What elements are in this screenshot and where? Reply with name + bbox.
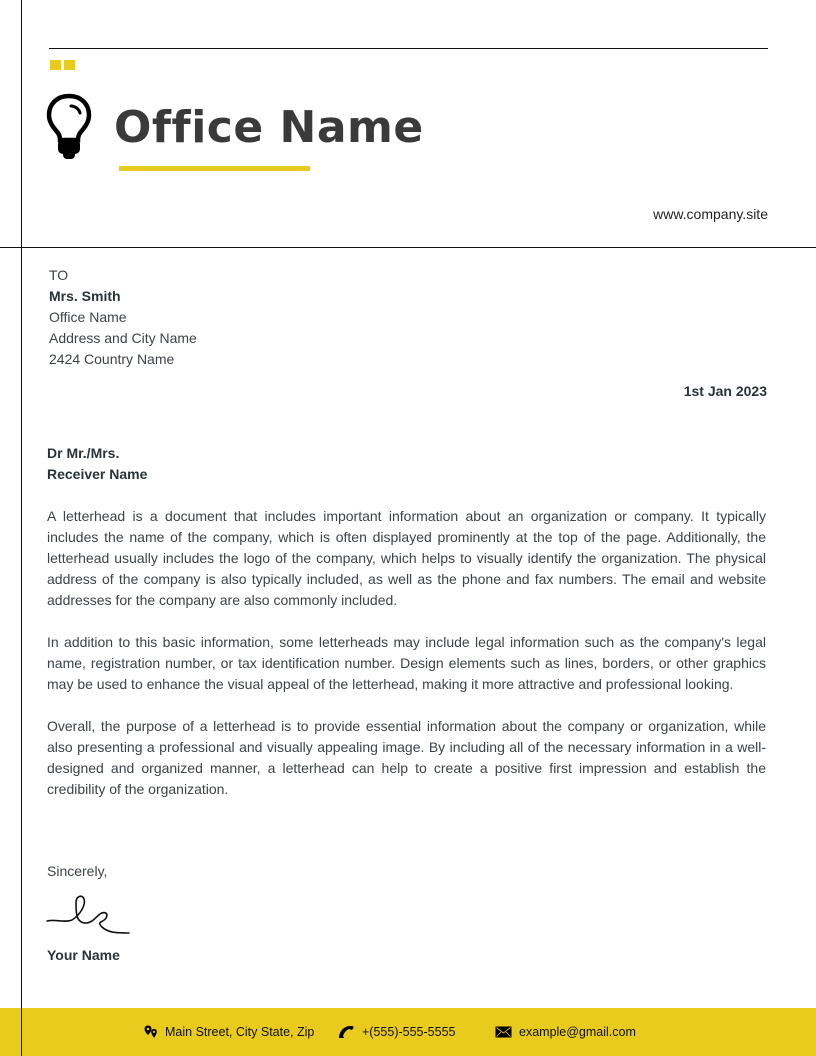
footer-address — [144, 1008, 314, 1056]
salutation-name: Receiver Name — [47, 466, 148, 482]
title-underline — [119, 166, 310, 171]
footer-email[interactable] — [495, 1008, 636, 1056]
footer-address-text: Main Street, City State, Zip — [165, 1025, 315, 1039]
closing-text: Sincerely, — [47, 863, 108, 879]
body-paragraph: A letterhead is a document that includes important information about an organization or company. It typically includes the name of the company, which is often displayed prominently at the top of the page. Additionally, the letterhead usually includes the logo of the company, which helps to visually identify the organization. The physical address of the company is also typically included, as well as the phone and fax numbers. The email and website addresses for the company are also commonly included. — [47, 508, 766, 608]
signer-name: Your Name — [47, 947, 120, 963]
recipient-address: Address and City Name — [49, 330, 197, 346]
footer-phone-text: +(555)-555-5555 — [362, 1025, 456, 1039]
recipient-country: 2424 Country Name — [49, 351, 175, 367]
salutation-title: Dr Mr./Mrs. — [47, 445, 120, 461]
body-paragraph: In addition to this basic information, some letterheads may include legal information such as the company's legal name, registration number, or tax identification number. Design elements such as lines, borders, or other graphics may be used to enhance the visual appeal of the letterhead, making it more attractive and professional looking. — [47, 634, 766, 692]
letter-date: 1st Jan 2023 — [683, 383, 767, 399]
header-rule — [0, 247, 816, 248]
footer-phone[interactable] — [338, 1008, 455, 1056]
location-pin-icon — [144, 1025, 158, 1039]
recipient-name: Mrs. Smith — [49, 288, 121, 304]
letter-body — [47, 506, 766, 821]
body-paragraph: Overall, the purpose of a letterhead is to provide essential information about the company or organization, while also presenting a professional and visually appealing image. By including all of the necessary information in a well-designed and organized manner, a letterhead can help to create a positive first impression and establish the credibility of the organization. — [47, 718, 766, 797]
accent-square — [64, 60, 75, 70]
office-name-title: Office Name — [114, 102, 424, 153]
footer-email-text: example@gmail.com — [519, 1025, 636, 1039]
website-link[interactable]: www.company.site — [653, 206, 768, 222]
to-label: TO — [49, 267, 69, 283]
top-rule — [49, 48, 768, 49]
lightbulb-icon — [46, 93, 92, 161]
footer-bar — [0, 1008, 816, 1056]
recipient-block — [49, 265, 197, 370]
phone-icon — [338, 1025, 355, 1039]
accent-square — [50, 60, 61, 70]
recipient-office: Office Name — [49, 309, 127, 325]
salutation — [47, 443, 147, 485]
envelope-icon — [495, 1026, 512, 1038]
left-margin-rule — [21, 0, 22, 1056]
signature-image — [46, 893, 130, 937]
